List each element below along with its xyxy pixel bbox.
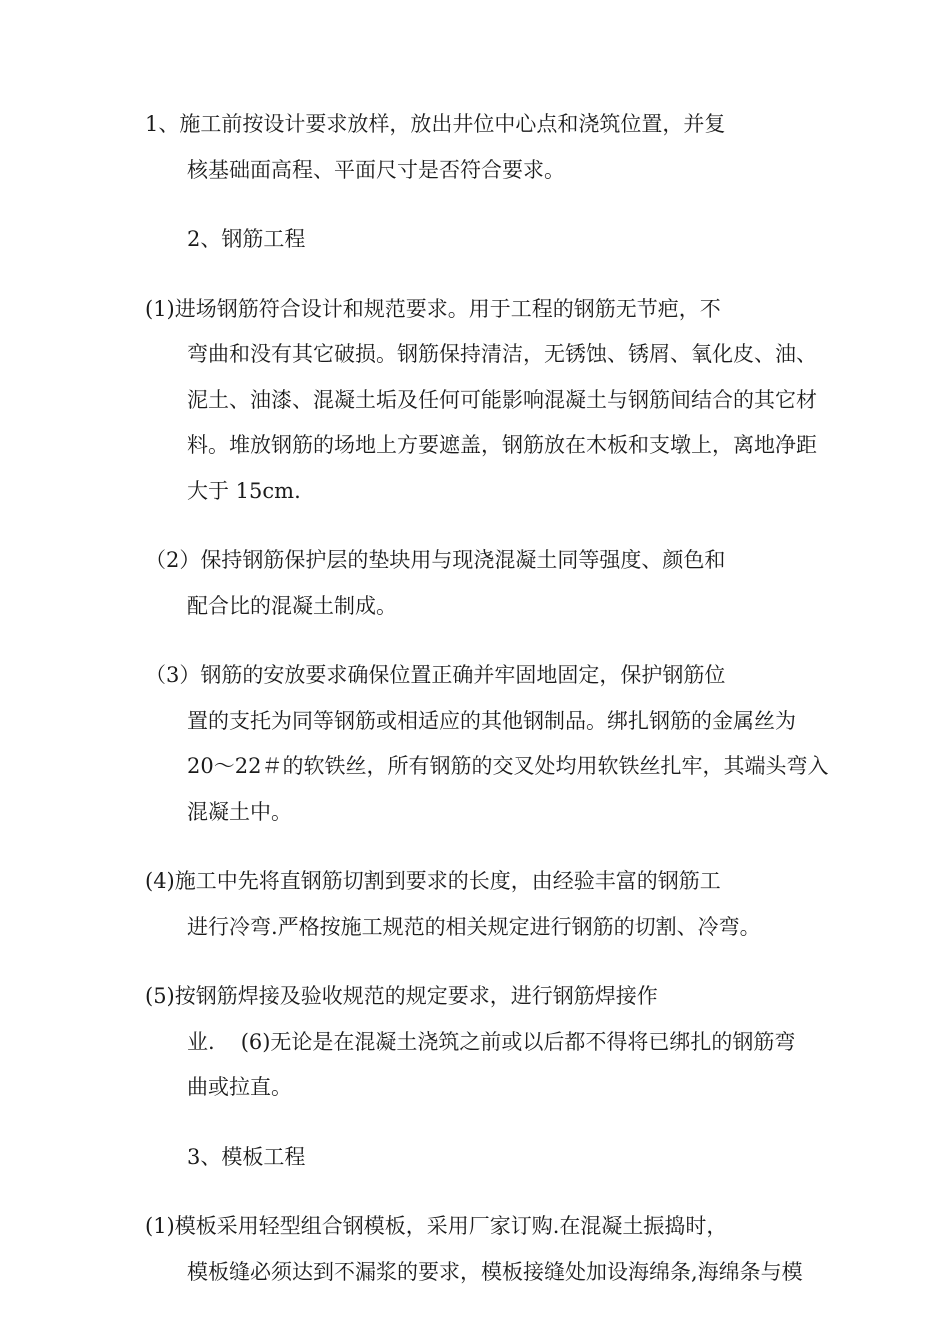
text-line: 进行冷弯.严格按施工规范的相关规定进行钢筋的切割、冷弯。 [187,914,761,939]
text-line: 料。堆放钢筋的场地上方要遮盖，钢筋放在木板和支墩上，离地净距 [187,433,817,457]
document-body [145,102,829,1319]
text-line: 1、施工前按设计要求放样，放出井位中心点和浇筑位置，并复 [145,112,726,136]
paragraph-formwork-1 [145,1204,810,1295]
text-line: 泥土、油漆、混凝土垢及任何可能影响混凝土与钢筋间结合的其它材 [187,387,817,412]
paragraph-survey-layout [145,102,810,193]
text-line: (5)按钢筋焊接及验收规范的规定要求，进行钢筋焊接作 [145,984,658,1008]
text-line: 弯曲和没有其它破损。钢筋保持清洁，无锈蚀、锈屑、氧化皮、油、 [187,342,817,366]
text-line: （3）钢筋的安放要求确保位置正确并牢固地固定，保护钢筋位 [145,663,726,687]
text-line: 配合比的混凝土制成。 [187,593,397,618]
text-line: 大于 15cm. [187,478,301,503]
text-line: 核基础面高程、平面尺寸是否符合要求。 [187,157,565,182]
text-line: 混凝土中。 [187,799,292,824]
text-line: (4)施工中先将直钢筋切割到要求的长度，由经验丰富的钢筋工 [145,869,721,893]
text-line: 模板缝必须达到不漏浆的要求，模板接缝处加设海绵条,海绵条与模 [187,1259,803,1284]
section-heading-rebar: 2、钢筋工程 [187,227,306,251]
paragraph-rebar-2 [145,538,810,629]
paragraph-rebar-5-6 [145,974,810,1111]
text-line: 20～22＃的软铁丝，所有钢筋的交叉处均用软铁丝扎牢，其端头弯入 [187,754,829,778]
text-line: 曲或拉直。 [187,1075,292,1099]
text-line: （2）保持钢筋保护层的垫块用与现浇混凝土同等强度、颜色和 [145,548,726,572]
text-fragment: 业. [187,1029,215,1054]
text-line: 置的支托为同等钢筋或相适应的其他钢制品。绑扎钢筋的金属丝为 [187,708,796,733]
text-line: (1)进场钢筋符合设计和规范要求。用于工程的钢筋无节疤，不 [145,296,721,321]
paragraph-rebar-4 [145,859,810,950]
text-line [145,1020,810,1066]
text-fragment: (6)无论是在混凝土浇筑之前或以后都不得将已绑扎的钢筋弯 [240,1029,796,1054]
paragraph-rebar-3 [145,653,829,835]
section-heading-formwork: 3、模板工程 [187,1144,306,1169]
paragraph-rebar-1 [145,287,817,515]
text-line: (1)模板采用轻型组合钢模板，采用厂家订购.在混凝土振捣时， [145,1214,728,1238]
